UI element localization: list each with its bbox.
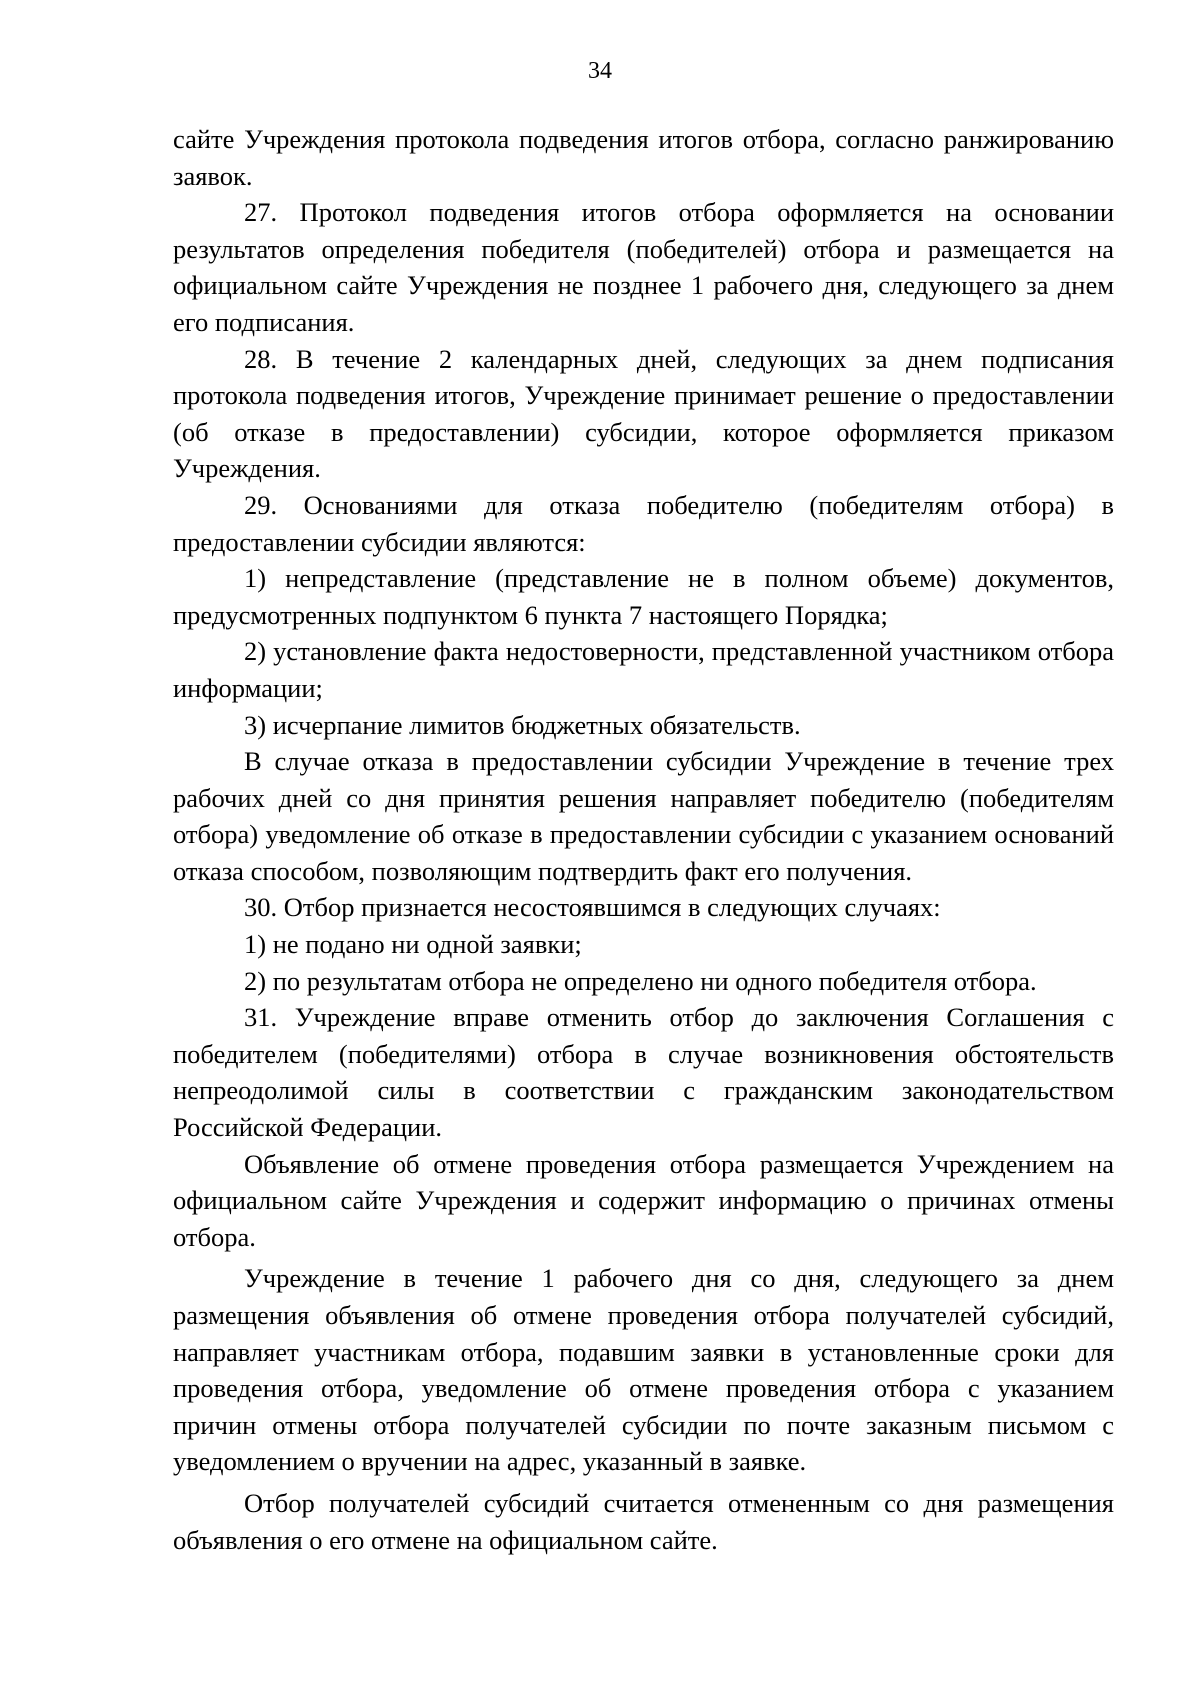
paragraph-28: 28. В течение 2 календарных дней, следующих за днем подписания протокола подведения итогов, Учреждение принимает решение о предоставлении (об отказе в предоставлении) субсидии, которое оформляется приказом Учреждения.	[173, 343, 1114, 484]
paragraph-refusal-notice: В случае отказа в предоставлении субсидии Учреждение в течение трех рабочих дней со дня принятия решения направляет победителю (победителям отбора) уведомление об отказе в предоставлении субсидии с указанием оснований отказа способом, позволяющим подтвердить факт его получения.	[173, 746, 1114, 886]
page-number: 34	[588, 58, 612, 84]
paragraph-29-item-2: 2) установление факта недостоверности, представленной участником отбора информации;	[173, 636, 1114, 703]
paragraph-29: 29. Основаниями для отказа победителю (победителям отбора) в предоставлении субсидии являются:	[173, 489, 1114, 557]
paragraph-29-item-1: 1) непредставление (представление не в полном объеме) документов, предусмотренных подпунктом 6 пункта 7 настоящего Порядка;	[173, 563, 1114, 630]
paragraph-31: 31. Учреждение вправе отменить отбор до заключения Соглашения с победителем (победителями) отбора в случае возникновения обстоятельств непреодолимой силы в соответствии с гражданским законодательством Российской Федерации.	[173, 1002, 1114, 1143]
paragraph-30-item-2: 2) по результатам отбора не определено ни одного победителя отбора.	[244, 965, 1037, 996]
paragraph-cancellation-announcement: Объявление об отмене проведения отбора размещается Учреждением на официальном сайте Учреждения и содержит информацию о причинах отмены отбора.	[173, 1148, 1114, 1252]
paragraph-cancellation-effective: Отбор получателей субсидий считается отмененным со дня размещения объявления о его отмене на официальном сайте.	[173, 1487, 1114, 1555]
paragraph-30-item-1: 1) не подано ни одной заявки;	[244, 929, 582, 960]
paragraph-29-item-3: 3) исчерпание лимитов бюджетных обязательств.	[244, 709, 801, 740]
paragraph-continuation: сайте Учреждения протокола подведения итогов отбора, согласно ранжированию заявок.	[173, 124, 1114, 191]
paragraph-30: 30. Отбор признается несостоявшимся в следующих случаях:	[244, 892, 941, 923]
paragraph-cancellation-notification: Учреждение в течение 1 рабочего дня со дня, следующего за днем размещения объявления об отмене проведения отбора получателей субсидий, направляет участникам отбора, подавшим заявки в установленные сроки для проведения отбора, уведомление об отмене проведения отбора с указанием причин отмены отбора получателей субсидии по почте заказным письмом с уведомлением о вручении на адрес, указанный в заявке.	[173, 1263, 1114, 1477]
paragraph-27: 27. Протокол подведения итогов отбора оформляется на основании результатов определения победителя (победителей) отбора и размещается на официальном сайте Учреждения не позднее 1 рабочего дня, следующего за днем его подписания.	[173, 197, 1114, 337]
document-body	[173, 121, 1114, 1558]
